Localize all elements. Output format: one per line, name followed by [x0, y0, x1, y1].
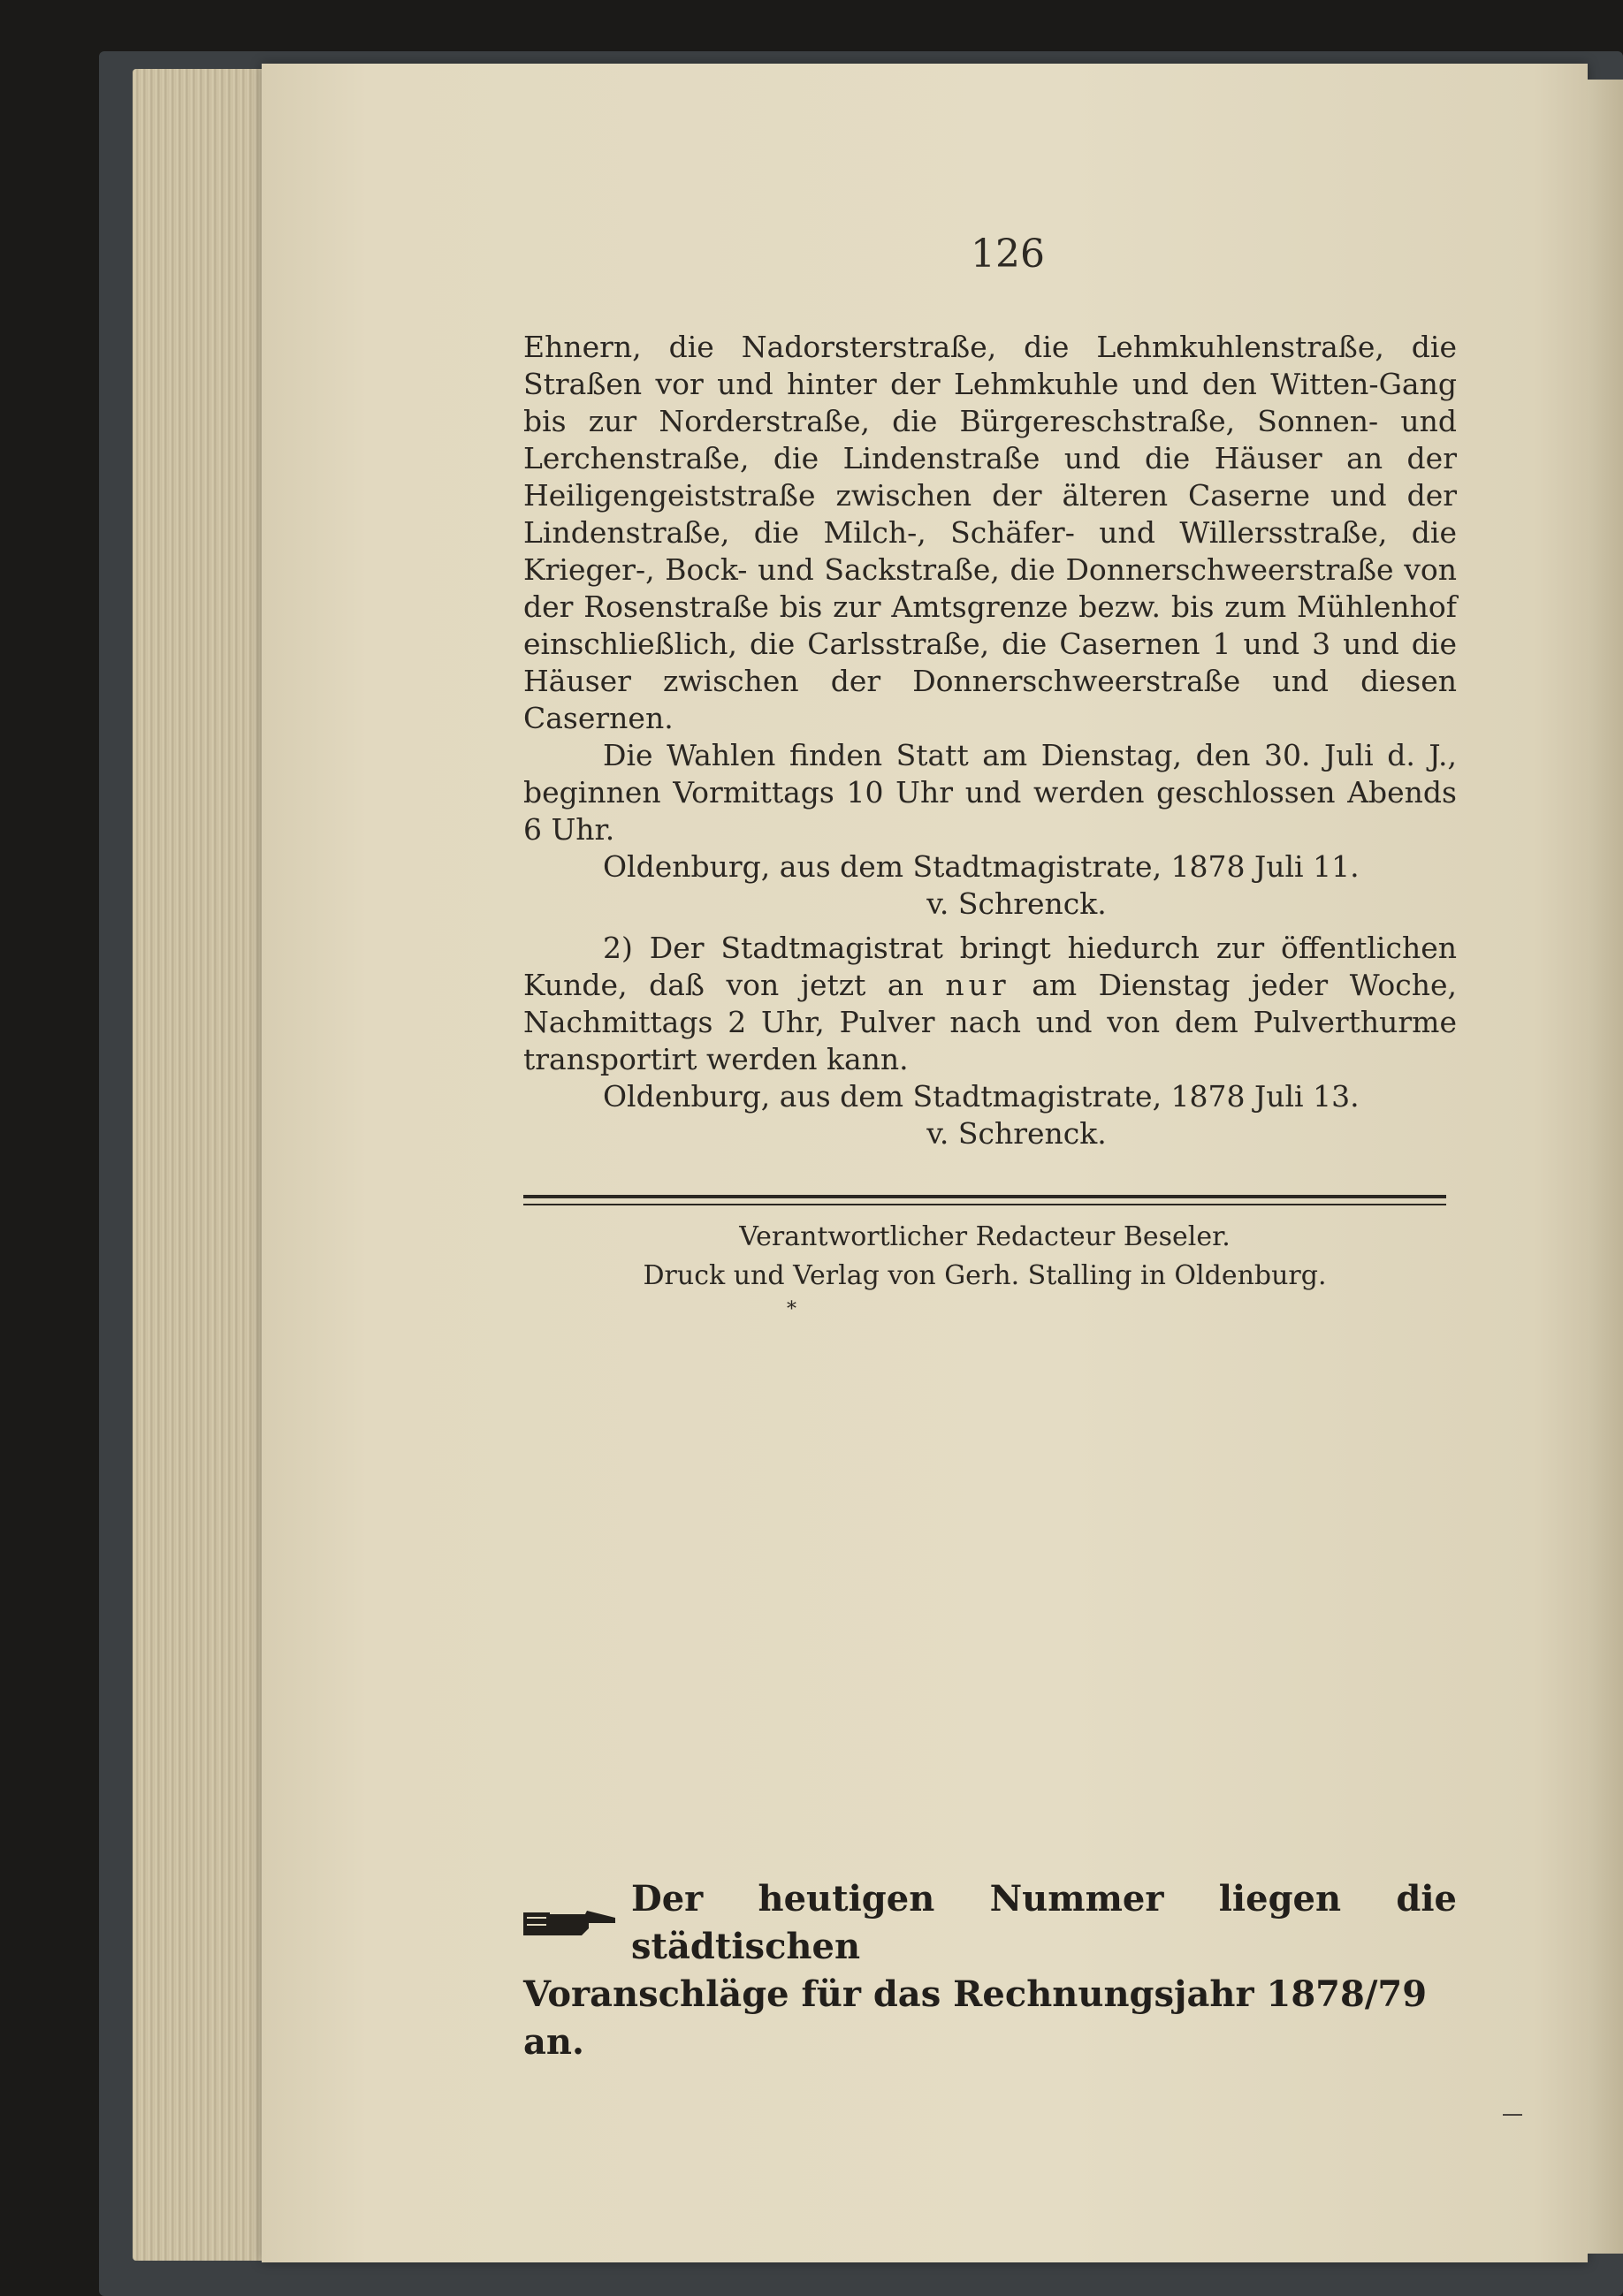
main-text: [523, 329, 1457, 1152]
signature-1: v. Schrenck.: [926, 886, 1107, 921]
dateline-2: Oldenburg, aus dem Stadtmagistrate, 1878 Juli 13.: [603, 1079, 1360, 1114]
paragraph-elections: Die Wahlen finden Statt am Dienstag, den 30. Juli d. J., beginnen Vormittags 10 Uhr und werden geschlossen Abends 6 Uhr.: [523, 738, 1457, 847]
paragraph-2-emphasis: nur: [945, 968, 1010, 1002]
paragraph-2-suffix: am Dienstag jeder Woche, Nachmittags 2 Uhr, Pulver nach und von dem Pulverthurme transportirt werden kann.: [523, 968, 1457, 1076]
page-edges: [133, 69, 274, 2261]
imprint: [523, 1218, 1446, 1296]
pointing-hand-icon: [523, 1905, 621, 1941]
paragraph-streets: Ehnern, die Nadorsterstraße, die Lehmkuhlenstraße, die Straßen vor und hinter der Lehmkuhle und den Witten-Gang bis zur Norderstraße, die Bürgereschstraße, Sonnen- und Lerchenstraße, die Lindenstraße und die Häuser an der Heiligengeiststraße zwischen der älteren Caserne und der Lindenstraße, die Milch-, Schäfer- und Willersstraße, die Krieger-, Bock- und Sackstraße, die Donnerschweerstraße von der Rosenstraße bis zur Amtsgrenze bezw. bis zum Mühlenhof einschließlich, die Carlsstraße, die Casernen 1 und 3 und die Häuser zwischen der Donnerschweerstraße und diesen Casernen.: [523, 330, 1457, 735]
imprint-printer: Druck und Verlag von Gerh. Stalling in Oldenburg.: [643, 1260, 1327, 1291]
ink-speck: ⁎: [787, 1292, 796, 1314]
margin-dash: [1503, 2114, 1522, 2116]
facing-page-edge: [1588, 80, 1623, 2254]
notice-line-1: Der heutigen Nummer liegen die städtischen: [631, 1878, 1457, 1967]
signature-2: v. Schrenck.: [926, 1116, 1107, 1151]
page-number: 126: [971, 232, 1045, 277]
dateline-1: Oldenburg, aus dem Stadtmagistrate, 1878 Juli 11.: [603, 849, 1360, 884]
supplement-notice: [523, 1875, 1457, 2066]
paragraph-2-prefix: 2) Der Stadtmagistrat bringt hiedurch zur öffentlichen Kunde, daß von jetzt an: [523, 931, 1457, 1002]
notice-line-1-row: [523, 1875, 1457, 1971]
notice-line-2: Voranschläge für das Rechnungsjahr 1878/79 an.: [523, 1973, 1428, 2063]
paragraph-powder: [523, 930, 1457, 1078]
imprint-editor: Verantwortlicher Redacteur Beseler.: [739, 1221, 1231, 1252]
double-rule-divider: [523, 1195, 1446, 1205]
